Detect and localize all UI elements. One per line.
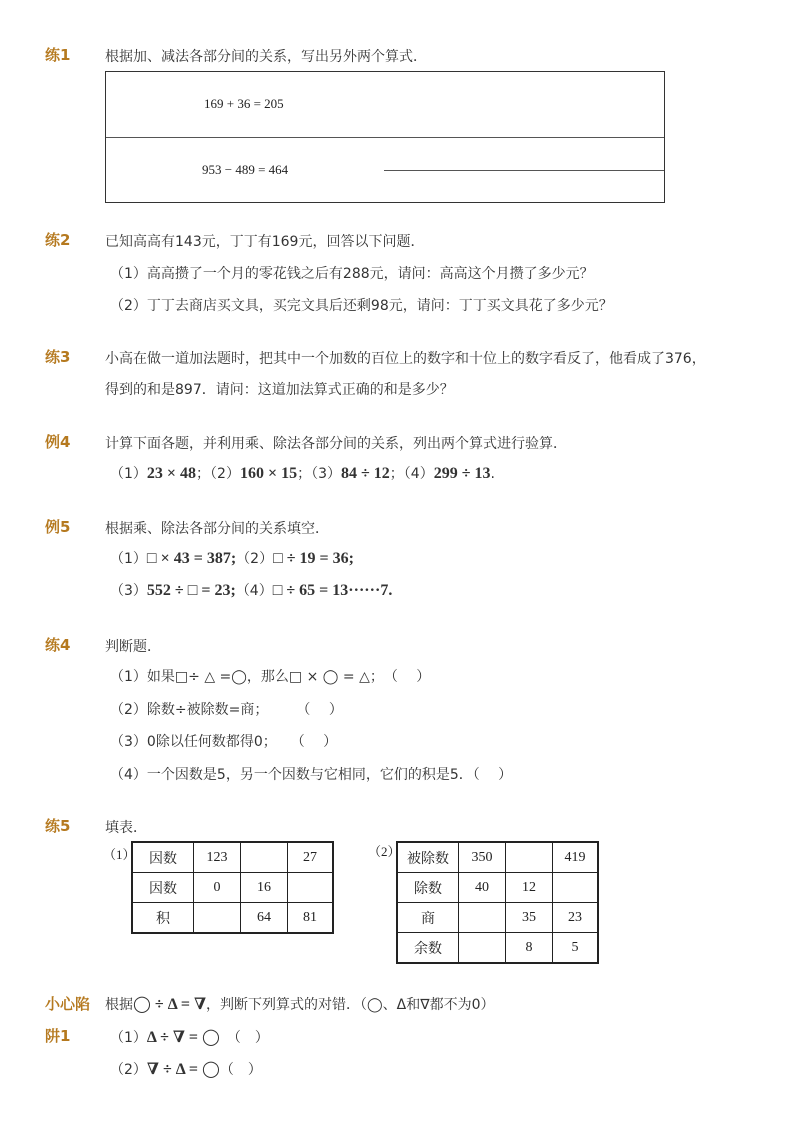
exercise-1-prompt: 根据加、减法各部分间的关系，写出另外两个算式．	[105, 49, 427, 65]
problem-index: （2）	[236, 551, 274, 567]
table-row	[397, 903, 598, 933]
row-header-cell: 余数	[397, 933, 459, 964]
judge-question-4: （4）一个因数是5，另一个因数与它相同，它们的积是5．（ ）	[110, 767, 513, 783]
problem-index: （4）	[235, 583, 273, 599]
table-cell: 8	[506, 933, 553, 964]
example-label-4: 例4	[45, 433, 71, 451]
table-cell: 350	[459, 842, 506, 873]
problem-index: （2）	[110, 1062, 147, 1078]
exercise-label-3: 练3	[45, 348, 71, 366]
trap-formula: ◯ ÷ Δ = ∇	[133, 996, 206, 1013]
example-5-row-1	[110, 548, 354, 568]
table-cell: 23	[553, 903, 599, 933]
trap-expression: Δ ÷ ∇ = ◯	[146, 1029, 220, 1046]
box-divider	[106, 137, 664, 138]
problem-expression: 299 ÷ 13	[433, 465, 491, 482]
row-header-cell: 除数	[397, 873, 459, 903]
answer-box-1	[105, 71, 665, 203]
table-cell[interactable]	[288, 873, 334, 903]
example-label-5: 例5	[45, 518, 71, 536]
judge-question-2: （2）除数÷被除数=商； （ ）	[110, 702, 343, 718]
row-header-cell: 被除数	[397, 842, 459, 873]
table-cell: 27	[288, 842, 334, 873]
problem-end: .	[490, 466, 495, 482]
table-cell: 0	[194, 873, 241, 903]
table-cell[interactable]	[459, 903, 506, 933]
problem-index: ；（2）	[196, 466, 240, 482]
problem-index: ；（3）	[297, 466, 342, 482]
example-4-problems	[110, 463, 495, 483]
row-header-cell: 因数	[132, 873, 194, 903]
trap-question-2	[110, 1059, 262, 1079]
fill-expression: □ ÷ 65 = 13······7.	[272, 582, 393, 599]
exercise-label-5: 练5	[45, 817, 71, 835]
exercise-3-line-1: 小高在做一道加法题时，把其中一个加数的百位上的数字和十位上的数字看反了，他看成了376，	[105, 351, 706, 367]
trap-question-1	[110, 1027, 269, 1047]
exercise-5-prompt: 填表．	[105, 820, 147, 836]
table-cell: 64	[241, 903, 288, 934]
trap-prompt-text: ，判断下列算式的对错．（◯、Δ和∇都不为0）	[206, 997, 495, 1013]
fill-expression: □ × 43 = 387;	[146, 550, 237, 567]
example-5-prompt: 根据乘、除法各部分间的关系填空．	[105, 521, 329, 537]
exercise-2-question-2: （2）丁丁去商店买文具，买完文具后还剩98元，请问：丁丁买文具花了多少元？	[110, 298, 613, 314]
problem-index: ；（4）	[389, 466, 434, 482]
trap-prompt-text: 根据	[105, 997, 133, 1013]
table-cell: 419	[553, 842, 599, 873]
exercise-2-prompt: 已知高高有143元，丁丁有169元，回答以下问题．	[105, 234, 425, 250]
problem-expression: 23 × 48	[146, 465, 197, 482]
answer-parens: （ ）	[219, 1030, 269, 1046]
table-row	[397, 842, 598, 873]
table-cell: 40	[459, 873, 506, 903]
exercise-label-4: 练4	[45, 636, 71, 654]
table-row	[132, 903, 333, 934]
fill-expression: □ ÷ 19 = 36;	[273, 550, 354, 567]
exercise-label-1: 练1	[45, 46, 71, 64]
equation-2: 953 − 489 = 464	[202, 162, 289, 177]
table-cell[interactable]	[194, 903, 241, 934]
problem-expression: 84 ÷ 12	[341, 465, 390, 482]
table-1-label: （1）	[103, 847, 136, 862]
row-header-cell: 因数	[132, 842, 194, 873]
problem-expression: 160 × 15	[239, 465, 298, 482]
table-cell[interactable]	[459, 933, 506, 964]
table-row	[397, 933, 598, 964]
table-cell: 81	[288, 903, 334, 934]
fill-expression: 552 ÷ □ = 23;	[146, 582, 236, 599]
example-5-row-2	[110, 580, 392, 600]
judge-question-1: （1）如果□÷ △ =◯，那么□ × ◯ = △； （ ）	[110, 669, 431, 685]
trap-prompt	[105, 994, 495, 1014]
problem-index: （1）	[110, 1030, 147, 1046]
row-header-cell: 商	[397, 903, 459, 933]
exercise-2-question-1: （1）高高攒了一个月的零花钱之后有288元，请问：高高这个月攒了多少元？	[110, 266, 594, 282]
answer-parens: （ ）	[219, 1062, 262, 1078]
table-cell[interactable]	[553, 873, 599, 903]
example-4-prompt: 计算下面各题，并利用乘、除法各部分间的关系，列出两个算式进行验算．	[105, 436, 567, 452]
row-header-cell: 积	[132, 903, 194, 934]
problem-index: （3）	[110, 583, 147, 599]
trap-expression: ∇ ÷ Δ = ◯	[146, 1061, 220, 1078]
exercise-label-2: 练2	[45, 231, 71, 249]
table-row	[132, 842, 333, 873]
table-cell: 35	[506, 903, 553, 933]
table-cell: 5	[553, 933, 599, 964]
exercise-3-line-2: 得到的和是897．请问：这道加法算式正确的和是多少？	[105, 382, 454, 398]
problem-index: （1）	[110, 551, 147, 567]
problem-index: （1）	[110, 466, 147, 482]
table-cell[interactable]	[506, 842, 553, 873]
trap-label-line-1: 小心陷	[45, 995, 91, 1013]
table-row	[132, 873, 333, 903]
table-row	[397, 873, 598, 903]
equation-1: 169 + 36 = 205	[204, 96, 284, 111]
fill-table-1	[131, 841, 334, 934]
fill-table-2	[396, 841, 599, 964]
answer-line[interactable]	[384, 170, 664, 171]
judge-question-3: （3）0除以任何数都得0； （ ）	[110, 734, 338, 750]
table-cell: 16	[241, 873, 288, 903]
table-cell[interactable]	[241, 842, 288, 873]
table-cell: 12	[506, 873, 553, 903]
exercise-4-prompt: 判断题．	[105, 639, 161, 655]
table-cell: 123	[194, 842, 241, 873]
trap-label-line-2: 阱1	[45, 1027, 71, 1045]
table-2-label: （2）	[368, 844, 401, 859]
